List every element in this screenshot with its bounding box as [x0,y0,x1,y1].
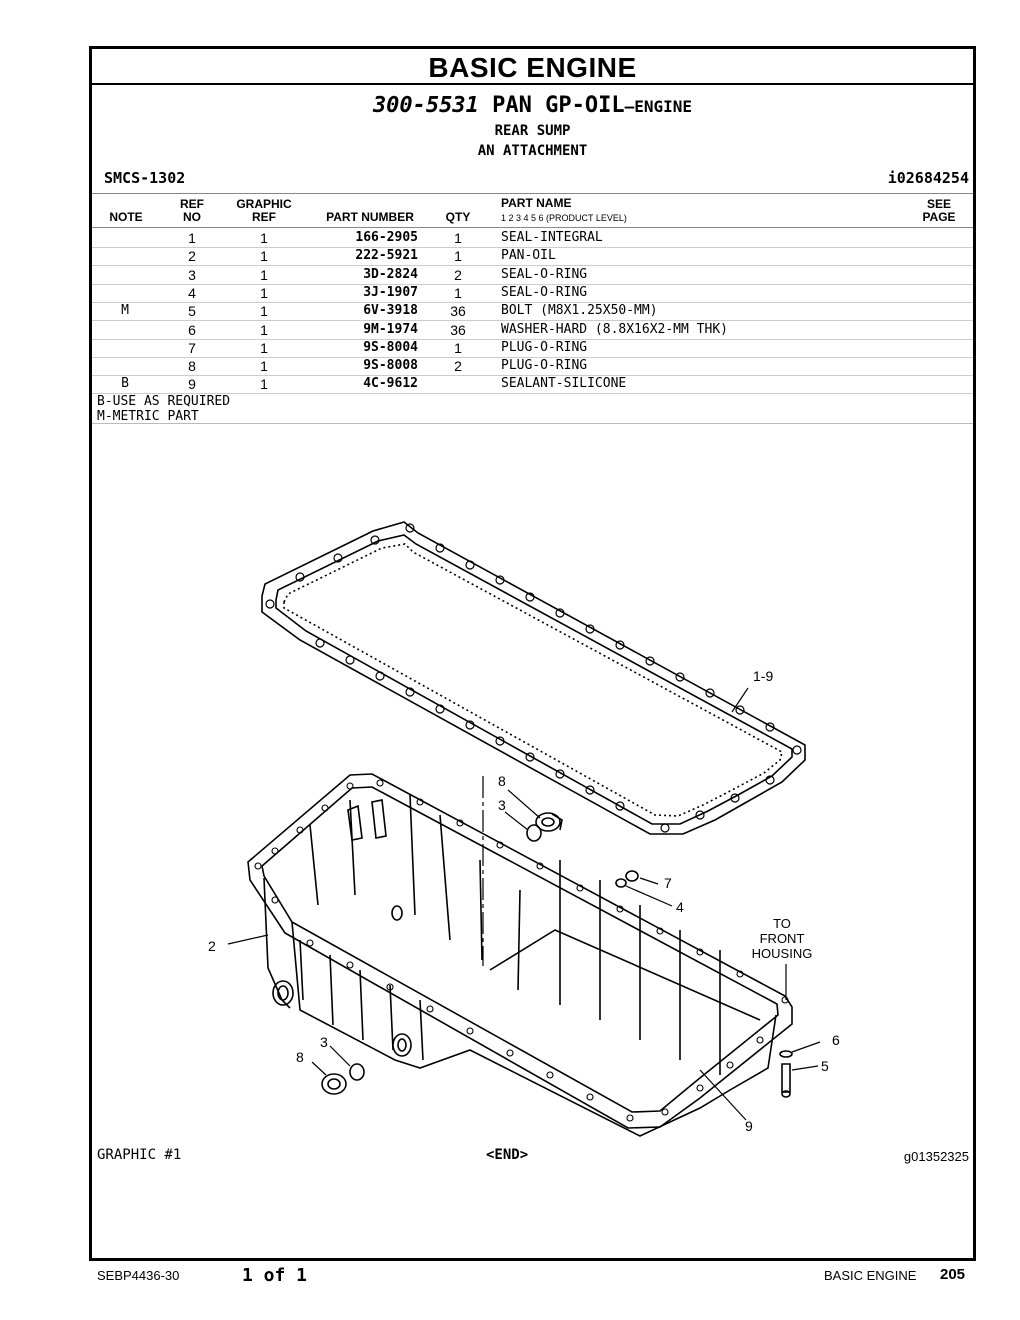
cell-part: 166-2905 [355,230,418,245]
cell-graphic: 1 [260,321,268,338]
cell-name: PLUG-O-RING [501,358,588,374]
cell-part: 9M-1974 [363,321,418,337]
label-6: 6 [832,1032,840,1048]
cell-ref: 2 [188,248,196,265]
cell-ref: 9 [188,376,196,393]
label-9: 9 [745,1118,753,1134]
footer-page-number: 205 [940,1266,966,1283]
plug-bottom [322,1064,364,1094]
page-title: BASIC ENGINE [92,49,973,85]
cell-qty: 36 [450,303,466,320]
cell-graphic: 1 [260,358,268,375]
cell-ref: 5 [188,303,196,320]
cell-ref: 7 [188,339,196,356]
cell-name: SEAL-INTEGRAL [501,230,603,245]
cell-ref: 1 [188,230,196,246]
cell-qty: 1 [454,248,462,265]
cell-part: 9S-8008 [363,358,418,374]
label-housing: HOUSING [751,946,813,961]
col-part-number: PART NUMBER [326,210,414,224]
product-levels: 1 2 3 4 5 6 (PRODUCT LEVEL) [501,213,627,223]
label-4: 4 [676,899,684,915]
col-ref: REF NO [180,197,204,224]
cell-name: PAN-OIL [501,248,556,264]
cell-part: 3D-2824 [363,266,418,282]
cell-graphic: 1 [260,284,268,301]
col-part-name: PART NAME [501,196,572,210]
label-3-bottom: 3 [320,1034,328,1050]
group-name: PAN GP-OIL [492,93,625,118]
cell-name: SEAL-O-RING [501,266,588,282]
cell-qty: 36 [450,321,466,338]
cell-part: 3J-1907 [363,284,418,300]
label-3-top: 3 [498,797,506,813]
cell-note: M [121,303,129,319]
cell-qty: 1 [454,339,462,356]
cell-ref: 6 [188,321,196,338]
label-2: 2 [208,938,216,954]
group-suffix: —ENGINE [624,97,693,116]
col-see-page: SEE PAGE [922,197,956,224]
group-subtitle-1: REAR SUMP [494,123,571,139]
cell-part: 9S-8004 [363,339,418,355]
cell-part: 4C-9612 [363,376,418,392]
cell-qty: 1 [454,284,462,301]
cell-graphic: 1 [260,376,268,393]
cell-qty: 1 [454,230,462,246]
label-5: 5 [821,1058,829,1074]
graphic-label: GRAPHIC #1 [97,1147,182,1163]
plug-small [616,871,638,887]
cell-graphic: 1 [260,230,268,246]
cell-ref: 4 [188,284,196,301]
label-7: 7 [664,875,672,891]
note-b: B-USE AS REQUIRED [97,394,231,409]
bolt-washer [780,1051,792,1097]
cell-ref: 8 [188,358,196,375]
cell-note: B [121,376,129,392]
cell-qty: 2 [454,266,462,283]
label-front: FRONT [759,931,805,946]
cell-part: 6V-3918 [363,303,418,319]
cell-name: BOLT (M8X1.25X50-MM) [501,303,658,319]
cell-graphic: 1 [260,339,268,356]
label-to: TO [773,916,791,931]
footer-page-of: 1 of 1 [242,1265,308,1286]
graphic-id: g01352325 [903,1149,969,1164]
col-graphic-ref: GRAPHIC REF [236,197,292,224]
smcs-code: SMCS-1302 [104,169,186,187]
label-1-9: 1-9 [753,668,774,684]
group-part-number: 300-5531 [372,93,479,118]
group-subtitle-2: AN ATTACHMENT [477,143,588,159]
cell-name: PLUG-O-RING [501,339,588,355]
gasket-holes [266,524,801,832]
footer-section: BASIC ENGINE [824,1268,917,1283]
col-qty: QTY [445,210,471,224]
cell-ref: 3 [188,266,196,283]
col-note: NOTE [109,210,143,224]
cell-part: 222-5921 [355,248,418,264]
footer-doc-number: SEBP4436-30 [97,1268,180,1283]
info-id: i02684254 [887,169,969,187]
cell-graphic: 1 [260,248,268,265]
seal-gasket [262,522,805,834]
label-8-bottom: 8 [296,1049,304,1065]
label-8-top: 8 [498,773,506,789]
cell-qty: 2 [454,358,462,375]
cell-name: SEAL-O-RING [501,284,588,300]
end-tag: <END> [486,1147,529,1163]
note-m: M-METRIC PART [97,409,199,424]
cell-graphic: 1 [260,266,268,283]
cell-name: WASHER-HARD (8.8X16X2-MM THK) [501,321,728,337]
cell-name: SEALANT-SILICONE [501,376,627,392]
cell-graphic: 1 [260,303,268,320]
plug-top [527,813,562,841]
